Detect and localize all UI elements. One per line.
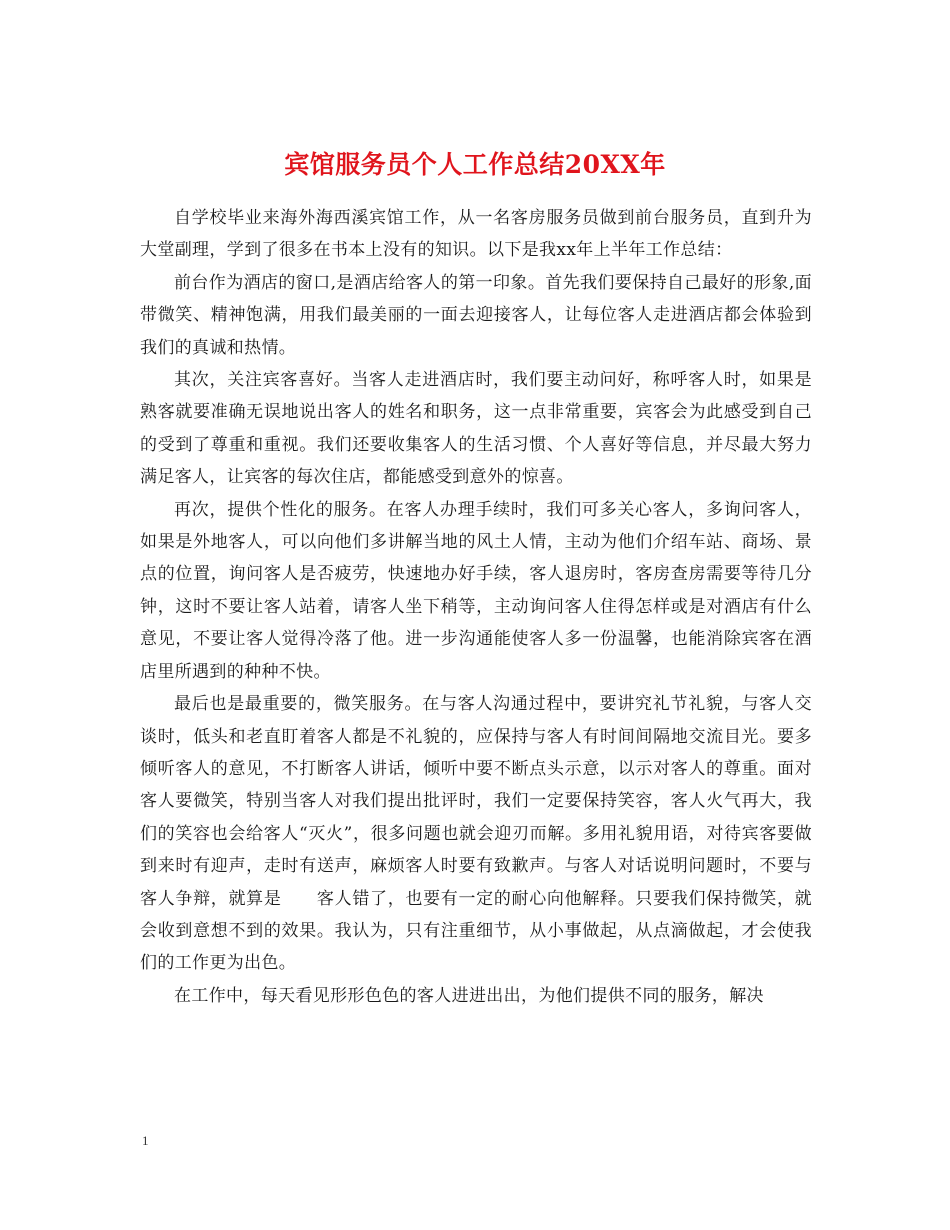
paragraph-daily-work: 在工作中，每天看见形形色色的客人进进出出，为他们提供不同的服务，解决 [174,985,764,1006]
document-body [140,202,812,1012]
paragraph-intro: 自学校毕业来海外海西溪宾馆工作，从一名客房服务员做到前台服务员，直到升为大堂副理，学到了很多在书本上没有的知识。以下是我xx年上半年工作总结： [140,208,812,261]
page-number: 1 [142,1133,149,1148]
paragraph-guest-preferences: 其次，关注宾客喜好。当客人走进酒店时，我们要主动问好，称呼客人时，如果是熟客就要准确无误地说出客人的姓名和职务，这一点非常重要，宾客会为此感受到自己的受到了尊重和重视。我们还要收集客人的生活习惯、个人喜好等信息，并尽最大努力满足客人，让宾客的每次住店，都能感受到意外的惊喜。 [140,370,812,488]
paragraph-personalized-service: 再次，提供个性化的服务。在客人办理手续时，我们可多关心客人，多询问客人，如果是外地客人，可以向他们多讲解当地的风土人情，主动为他们介绍车站、商场、景点的位置，询问客人是否疲劳，快速地办好手续，客人退房时，客房查房需要等待几分钟，这时不要让客人站着，请客人坐下稍等，主动询问客人住得怎样或是对酒店有什么意见，不要让客人觉得冷落了他。进一步沟通能使客人多一份温馨，也能消除宾客在酒店里所遇到的种种不快。 [140,499,812,682]
paragraph-front-desk: 前台作为酒店的窗口,是酒店给客人的第一印象。首先我们要保持自己最好的形象,面带微笑、精神饱满，用我们最美丽的一面去迎接客人，让每位客人走进酒店都会体验到我们的真诚和热情。 [140,272,812,358]
document-title: 宾馆服务员个人工作总结20XX年 [284,149,666,179]
paragraph-smile-service: 最后也是最重要的，微笑服务。在与客人沟通过程中，要讲究礼节礼貌，与客人交谈时，低头和老直盯着客人都是不礼貌的，应保持与客人有时间间隔地交流目光。要多倾听客人的意见，不打断客人讲话，倾听中要不断点头示意，以示对客人的尊重。面对客人要微笑，特别当客人对我们提出批评时，我们一定要保持笑容，客人火气再大，我们的笑容也会给客人“灭火”，很多问题也就会迎刃而解。多用礼貌用语，对待宾客要做到来时有迎声，走时有送声，麻烦客人时要有致歉声。与客人对话说明问题时，不要与客人争辩，就算是 客人错了，也要有一定的耐心向他解释。只要我们保持微笑，就会收到意想不到的效果。我认为，只有注重细节，从小事做起，从点滴做起，才会使我们的工作更为出色。 [140,694,812,974]
